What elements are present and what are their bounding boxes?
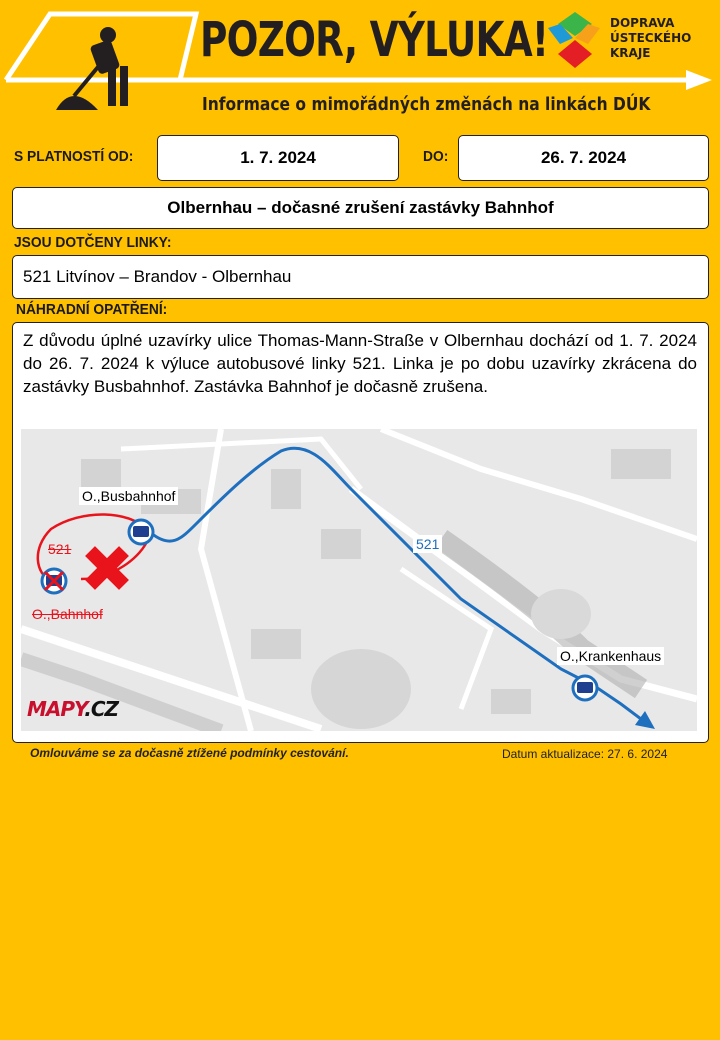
valid-from-value: 1. 7. 2024	[157, 135, 399, 181]
brand-name: DOPRAVA ÚSTECKÉHO KRAJE	[610, 16, 692, 60]
map-graphic	[21, 429, 697, 731]
worker-icon	[56, 27, 128, 110]
notice-headline: Olbernhau – dočasné zrušení zastávky Bahnhof	[12, 187, 709, 229]
update-date: Datum aktualizace: 27. 6. 2024	[502, 747, 668, 761]
affected-lines-value: 521 Litvínov – Brandov - Olbernhau	[12, 255, 709, 299]
page-title: POZOR, VÝLUKA!	[200, 12, 549, 68]
measures-box	[12, 322, 709, 743]
valid-to-label: DO:	[423, 148, 449, 165]
stop-label-krankenhaus: O.,Krankenhaus	[557, 647, 664, 665]
page-subtitle: Informace o mimořádných změnách na linkách DÚK	[202, 94, 651, 115]
apology-note: Omlouváme se za dočasně ztížené podmínky cestování.	[30, 746, 349, 760]
stop-label-busbahnhof: O.,Busbahnhof	[79, 487, 178, 505]
cancelled-line-label-521: 521	[48, 541, 72, 557]
bus-stop-bahnhof-cancelled-icon	[42, 569, 66, 593]
stop-label-bahnhof: O.,Bahnhof	[32, 606, 103, 622]
mapy-cz-logo: MAPY.CZ	[27, 697, 118, 721]
valid-to-value: 26. 7. 2024	[458, 135, 709, 181]
line-label-521: 521	[413, 535, 442, 553]
affected-lines-label: JSOU DOTČENY LINKY:	[14, 234, 172, 251]
bus-stop-busbahnhof-icon	[129, 520, 153, 544]
valid-from-label: S PLATNOSTÍ OD:	[14, 148, 134, 165]
route-map	[21, 429, 697, 731]
measures-text: Z důvodu úplné uzavírky ulice Thomas-Mann-Straße v Olbernhau dochází od 1. 7. 2024 do 26. 7. 2024 k výluce autobusové linky 521. Linka je po dobu uzavírky zkrácena do zastávky Busbahnhof. Zastávka Bahnhof je dočasně zrušena.	[23, 331, 697, 396]
bus-stop-krankenhaus-icon	[573, 676, 597, 700]
measures-label: NÁHRADNÍ OPATŘENÍ:	[16, 301, 168, 318]
header-banner	[0, 0, 720, 132]
duk-logo-icon	[548, 12, 600, 68]
